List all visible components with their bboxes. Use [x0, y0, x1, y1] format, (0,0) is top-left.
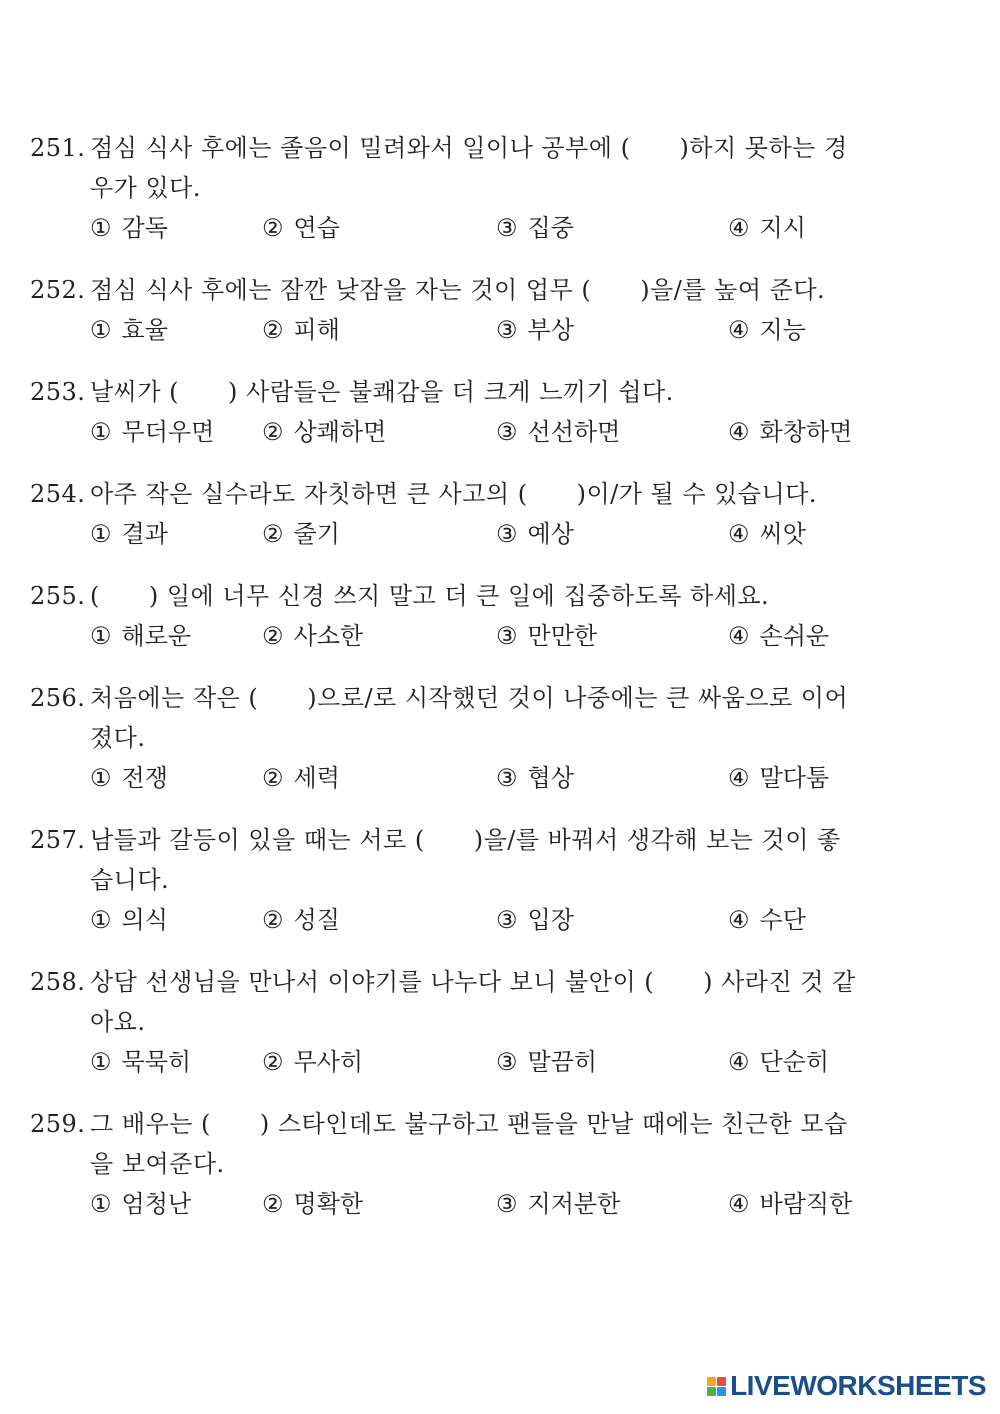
- question-text-line: [30, 1104, 848, 1144]
- question-text-line: [30, 576, 769, 616]
- question-number: 253.: [30, 378, 86, 406]
- option-3[interactable]: [496, 310, 574, 350]
- option-number: ①: [90, 906, 112, 934]
- question-text: 점심 식사 후에는 졸음이 밀려와서 일이나 공부에 ( )하지 못하는 경: [90, 134, 848, 162]
- option-number: ②: [262, 214, 284, 242]
- option-text: 엄청난: [121, 1190, 192, 1218]
- option-4[interactable]: [728, 758, 829, 798]
- option-number: ④: [728, 1190, 750, 1218]
- option-1[interactable]: [90, 310, 168, 350]
- option-number: ①: [90, 1048, 112, 1076]
- option-2[interactable]: [262, 1184, 363, 1224]
- answer-options: [0, 208, 1000, 248]
- option-text: 말다툼: [759, 764, 830, 792]
- option-number: ②: [262, 316, 284, 344]
- option-text: 바람직한: [759, 1190, 853, 1218]
- option-number: ②: [262, 418, 284, 446]
- question-text-line: [30, 372, 674, 412]
- option-3[interactable]: [496, 1184, 620, 1224]
- option-1[interactable]: [90, 412, 214, 452]
- option-text: 예상: [527, 520, 574, 548]
- option-1[interactable]: [90, 208, 168, 248]
- logo-tile-icon: [707, 1377, 716, 1386]
- question-text-line: [90, 860, 169, 900]
- question-text: 졌다.: [90, 724, 146, 752]
- question-text-line: [30, 962, 856, 1002]
- option-number: ④: [728, 622, 750, 650]
- question-number: 255.: [30, 582, 86, 610]
- answer-options: [0, 616, 1000, 656]
- question-text: 남들과 갈등이 있을 때는 서로 ( )을/를 바꿔서 생각해 보는 것이 좋: [90, 826, 841, 854]
- question-text: 아주 작은 실수라도 자칫하면 큰 사고의 ( )이/가 될 수 있습니다.: [90, 480, 818, 508]
- option-text: 만만한: [527, 622, 598, 650]
- question-text-line: [30, 128, 848, 168]
- logo-tile-icon: [707, 1387, 716, 1396]
- option-text: 효율: [121, 316, 168, 344]
- option-text: 말끔히: [527, 1048, 598, 1076]
- option-number: ①: [90, 316, 112, 344]
- option-3[interactable]: [496, 514, 574, 554]
- option-number: ①: [90, 1190, 112, 1218]
- option-2[interactable]: [262, 412, 386, 452]
- option-text: 지저분한: [527, 1190, 621, 1218]
- question-text: 처음에는 작은 ( )으로/로 시작했던 것이 나중에는 큰 싸움으로 이어: [90, 684, 849, 712]
- option-2[interactable]: [262, 758, 340, 798]
- option-2[interactable]: [262, 208, 340, 248]
- question-text-line: [90, 1002, 146, 1042]
- option-number: ③: [496, 764, 518, 792]
- option-number: ③: [496, 1190, 518, 1218]
- answer-options: [0, 514, 1000, 554]
- option-1[interactable]: [90, 1042, 191, 1082]
- question-text-line: [30, 474, 817, 514]
- answer-options: [0, 412, 1000, 452]
- option-text: 해로운: [121, 622, 192, 650]
- option-text: 손쉬운: [759, 622, 830, 650]
- option-number: ②: [262, 520, 284, 548]
- option-4[interactable]: [728, 1042, 829, 1082]
- option-text: 무사히: [293, 1048, 364, 1076]
- option-1[interactable]: [90, 900, 168, 940]
- option-3[interactable]: [496, 208, 574, 248]
- answer-options: [0, 1042, 1000, 1082]
- option-number: ③: [496, 906, 518, 934]
- option-text: 무더우면: [121, 418, 215, 446]
- option-text: 협상: [527, 764, 574, 792]
- question-text: 날씨가 ( ) 사람들은 불쾌감을 더 크게 느끼기 쉽다.: [90, 378, 674, 406]
- option-number: ④: [728, 214, 750, 242]
- option-number: ①: [90, 418, 112, 446]
- option-text: 화창하면: [759, 418, 853, 446]
- option-2[interactable]: [262, 900, 340, 940]
- option-3[interactable]: [496, 616, 597, 656]
- option-4[interactable]: [728, 514, 806, 554]
- option-4[interactable]: [728, 310, 806, 350]
- option-text: 지능: [759, 316, 806, 344]
- logo-tile-icon: [717, 1387, 726, 1396]
- question-text: ( ) 일에 너무 신경 쓰지 말고 더 큰 일에 집중하도록 하세요.: [90, 582, 770, 610]
- option-2[interactable]: [262, 1042, 363, 1082]
- option-number: ②: [262, 622, 284, 650]
- option-text: 부상: [527, 316, 574, 344]
- option-text: 성질: [293, 906, 340, 934]
- option-text: 씨앗: [759, 520, 806, 548]
- question-number: 252.: [30, 276, 86, 304]
- option-number: ③: [496, 520, 518, 548]
- option-number: ②: [262, 1190, 284, 1218]
- option-text: 단순히: [759, 1048, 830, 1076]
- option-text: 줄기: [293, 520, 340, 548]
- liveworksheets-logo: [707, 1368, 986, 1404]
- option-1[interactable]: [90, 616, 191, 656]
- option-4[interactable]: [728, 1184, 852, 1224]
- question-text-line: [90, 168, 201, 208]
- option-number: ④: [728, 418, 750, 446]
- logo-tile-icon: [717, 1377, 726, 1386]
- option-2[interactable]: [262, 616, 363, 656]
- option-text: 사소한: [293, 622, 364, 650]
- question-number: 251.: [30, 134, 86, 162]
- option-number: ③: [496, 1048, 518, 1076]
- question-text: 점심 식사 후에는 잠깐 낮잠을 자는 것이 업무 ( )을/를 높여 준다.: [90, 276, 826, 304]
- option-number: ①: [90, 764, 112, 792]
- option-text: 연습: [293, 214, 340, 242]
- answer-options: [0, 310, 1000, 350]
- option-3[interactable]: [496, 1042, 597, 1082]
- question-number: 258.: [30, 968, 86, 996]
- question-text: 우가 있다.: [90, 174, 201, 202]
- option-1[interactable]: [90, 514, 168, 554]
- question-number: 254.: [30, 480, 86, 508]
- option-text: 묵묵히: [121, 1048, 192, 1076]
- option-number: ②: [262, 1048, 284, 1076]
- option-1[interactable]: [90, 1184, 191, 1224]
- logo-text: LIVEWORKSHEETS: [730, 1370, 986, 1401]
- option-number: ④: [728, 764, 750, 792]
- option-4[interactable]: [728, 208, 806, 248]
- option-4[interactable]: [728, 616, 829, 656]
- option-text: 명확한: [293, 1190, 364, 1218]
- question-text: 아요.: [90, 1008, 146, 1036]
- question-text-line: [30, 678, 848, 718]
- answer-options: [0, 900, 1000, 940]
- option-text: 결과: [121, 520, 168, 548]
- option-text: 상쾌하면: [293, 418, 387, 446]
- answer-options: [0, 1184, 1000, 1224]
- option-number: ③: [496, 418, 518, 446]
- logo-grid-icon: [707, 1377, 726, 1396]
- option-text: 지시: [759, 214, 806, 242]
- option-text: 피해: [293, 316, 340, 344]
- option-text: 선선하면: [527, 418, 621, 446]
- question-text-line: [30, 820, 841, 860]
- option-3[interactable]: [496, 412, 620, 452]
- option-number: ①: [90, 520, 112, 548]
- question-text: 을 보여준다.: [90, 1150, 225, 1178]
- option-text: 세력: [293, 764, 340, 792]
- option-number: ④: [728, 906, 750, 934]
- question-text: 그 배우는 ( ) 스타인데도 불구하고 팬들을 만날 때에는 친근한 모습: [90, 1110, 848, 1138]
- option-number: ②: [262, 764, 284, 792]
- option-number: ①: [90, 622, 112, 650]
- option-text: 수단: [759, 906, 806, 934]
- option-4[interactable]: [728, 412, 852, 452]
- answer-options: [0, 758, 1000, 798]
- option-number: ③: [496, 316, 518, 344]
- option-number: ①: [90, 214, 112, 242]
- option-2[interactable]: [262, 310, 340, 350]
- option-2[interactable]: [262, 514, 340, 554]
- option-number: ②: [262, 906, 284, 934]
- option-1[interactable]: [90, 758, 168, 798]
- question-number: 257.: [30, 826, 86, 854]
- question-text-line: [30, 270, 825, 310]
- option-number: ④: [728, 316, 750, 344]
- option-number: ③: [496, 214, 518, 242]
- question-number: 256.: [30, 684, 86, 712]
- question-number: 259.: [30, 1110, 86, 1138]
- option-text: 전쟁: [121, 764, 168, 792]
- question-text-line: [90, 1144, 225, 1184]
- option-number: ④: [728, 1048, 750, 1076]
- option-number: ③: [496, 622, 518, 650]
- option-text: 의식: [121, 906, 168, 934]
- question-text: 상담 선생님을 만나서 이야기를 나누다 보니 불안이 ( ) 사라진 것 같: [90, 968, 856, 996]
- option-number: ④: [728, 520, 750, 548]
- option-3[interactable]: [496, 900, 574, 940]
- option-4[interactable]: [728, 900, 806, 940]
- option-3[interactable]: [496, 758, 574, 798]
- option-text: 감독: [121, 214, 168, 242]
- option-text: 입장: [527, 906, 574, 934]
- question-text-line: [90, 718, 146, 758]
- question-text: 습니다.: [90, 866, 170, 894]
- option-text: 집중: [527, 214, 574, 242]
